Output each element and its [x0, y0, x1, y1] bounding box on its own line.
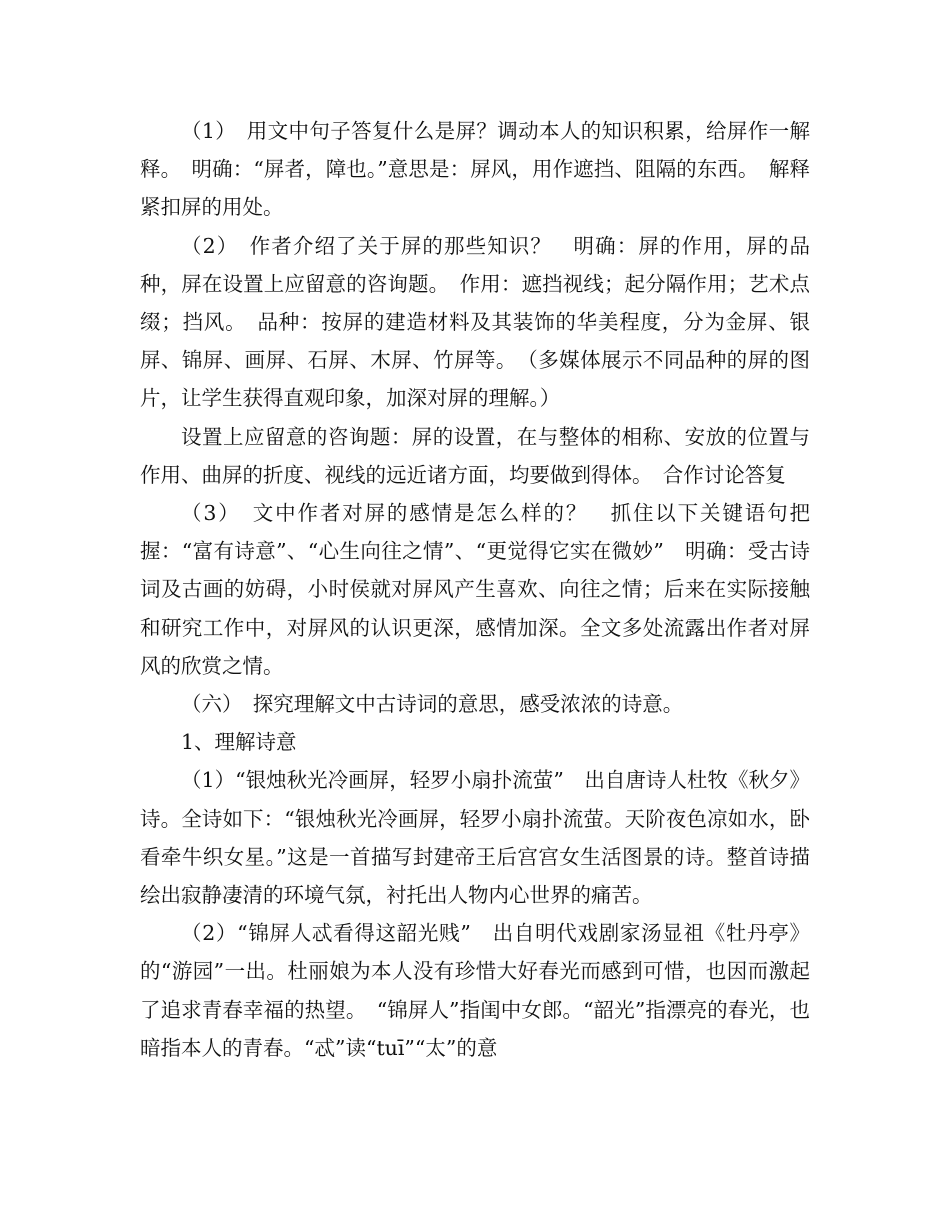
- paragraph-question-3: （3） 文中作者对屏的感情是怎么样的？ 抓住以下关键语句把握：“富有诗意”、“心生向往之情”、“更觉得它实在微妙” 明确：受古诗词及古画的妨碍，小时侯就对屏风产生喜欢、向往之情；后来在实际接触和研究工作中，对屏风的认识更深，感情加深。全文多处流露出作者对屏风的欣赏之情。: [140, 501, 810, 678]
- paragraph-poem-2: （2）“锦屏人忒看得这韶光贱” 出自明代戏剧家汤显祖《牡丹亭》的“游园”一出。杜丽娘为本人没有珍惜大好春光而感到可惜，也因而激起了追求青春幸福的热望。 “锦屏人”指闺中女郎。“韶光”指漂亮的春光，也暗指本人的青春。“忒”读“tuī”“太”的意: [140, 921, 810, 1060]
- document-body: [140, 112, 810, 1067]
- paragraph-poem-1: （1）“银烛秋光冷画屏，轻罗小扇扑流萤” 出自唐诗人杜牧《秋夕》诗。全诗如下：“银烛秋光冷画屏，轻罗小扇扑流萤。天阶夜色凉如水，卧看牵牛织女星。”这是一首描写封建帝王后宫宫女生活图景的诗。整首诗描绘出寂静凄清的环境气氛，衬托出人物内心世界的痛苦。: [140, 768, 810, 908]
- paragraph-question-1: （1） 用文中句子答复什么是屏？调动本人的知识积累，给屏作一解释。 明确：“屏者，障也。”意思是：屏风，用作遮挡、阻隔的东西。 解释紧扣屏的用处。: [140, 119, 810, 220]
- paragraph-section-six: （六） 探究理解文中古诗词的意思，感受浓浓的诗意。: [181, 692, 684, 717]
- paragraph-setting-issues: 设置上应留意的咨询题：屏的设置，在与整体的相称、安放的位置与作用、曲屏的折度、视线的远近诸方面，均要做到得体。 合作讨论答复: [140, 424, 810, 487]
- paragraph-question-2: （2） 作者介绍了关于屏的那些知识？ 明确：屏的作用，屏的品种，屏在设置上应留意的咨询题。 作用：遮挡视线；起分隔作用；艺术点缀；挡风。 品种：按屏的建造材料及其装饰的华美程度，分为金屏、银屏、锦屏、画屏、石屏、木屏、竹屏等。 （多媒体展示不同品种的屏的图片，让学生获得直观印象，加深对屏的理解。）: [140, 233, 810, 411]
- paragraph-understand-poetry: 1、理解诗意: [181, 730, 297, 755]
